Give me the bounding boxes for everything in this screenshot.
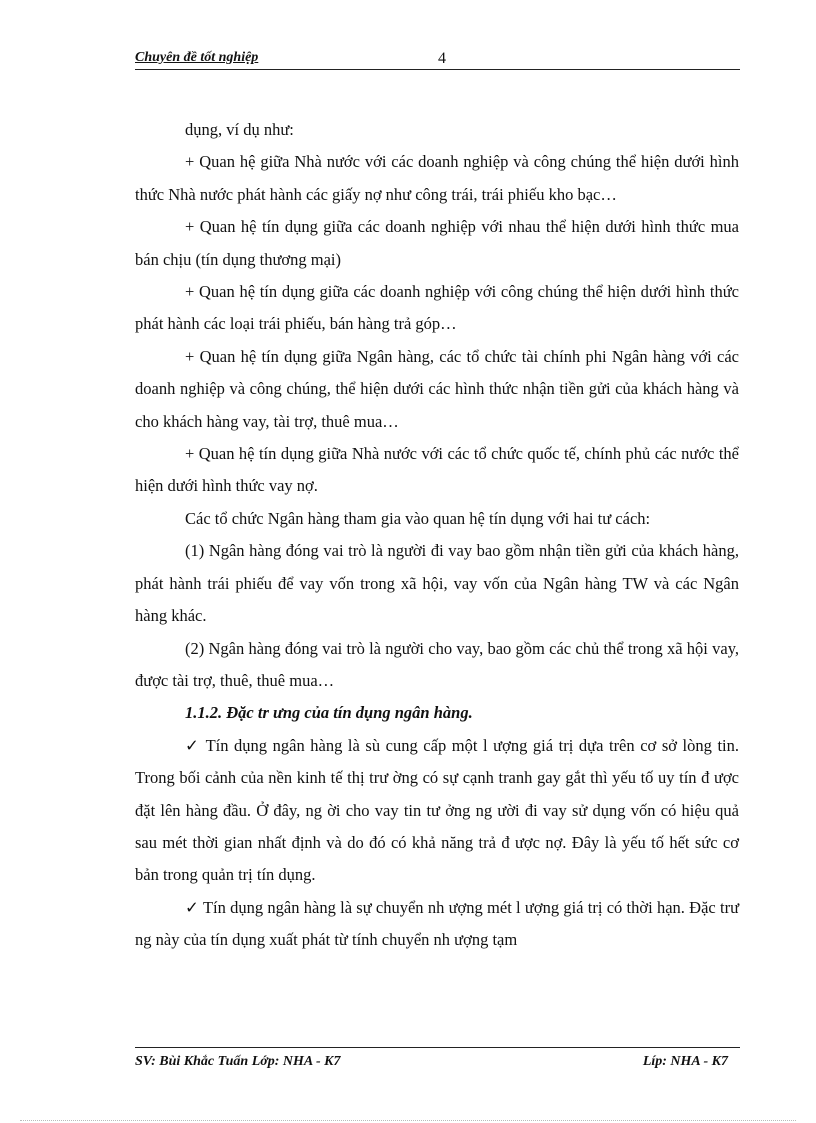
paragraph: Các tổ chức Ngân hàng tham gia vào quan hệ tín dụng với hai tư cách:: [185, 508, 651, 528]
page-edge-divider: [20, 1120, 796, 1121]
paragraph: [135, 730, 739, 892]
paragraph-text: Tín dụng ngân hàng là sù cung cấp một l ượng giá trị dựa trên cơ sở lòng tin. Trong bối cảnh của nền kinh tế thị trư ờng có sự cạnh tranh gay gắt thì yếu tố uy tín đ ược đặt lên hàng đầu. Ở đây, ng ời cho vay tin tư ởng ng ười đi vay sử dụng vốn có hiệu quả sau mét thời gian nhất định và do đó có khả năng trả đ ược nợ. Đây là yếu tố hết sức cơ bản trong quản trị tín dụng.: [135, 735, 740, 885]
paragraph: + Quan hệ giữa Nhà nước với các doanh nghiệp và công chúng thể hiện dưới hình thức Nhà nước phát hành các giấy nợ như công trái, trái phiếu kho bạc…: [135, 152, 739, 204]
checkmark-icon: ✓: [185, 897, 199, 917]
footer-class-info: Líp: NHA - K7: [642, 1054, 728, 1069]
page-number: 4: [438, 50, 446, 67]
paragraph: + Quan hệ tín dụng giữa các doanh nghiệp với công chúng thể hiện dưới hình thức phát hành các loại trái phiếu, bán hàng trả góp…: [135, 282, 739, 334]
paragraph: dụng, ví dụ như:: [185, 120, 294, 139]
paragraph: + Quan hệ tín dụng giữa các doanh nghiệp với nhau thể hiện dưới hình thức mua bán chịu (tín dụng thương mại): [135, 217, 739, 269]
page-header: [135, 50, 740, 70]
header-title: Chuyên đề tốt nghiệp: [135, 50, 259, 65]
section-heading: 1.1.2. Đặc tr ưng của tín dụng ngân hàng.: [185, 703, 473, 723]
paragraph-text: Tín dụng ngân hàng là sự chuyển nh ượng mét l ượng giá trị có thời hạn. Đặc trư ng này của tín dụng xuất phát từ tính chuyển nh ượng tạm: [135, 897, 740, 950]
paragraph: (1) Ngân hàng đóng vai trò là người đi vay bao gồm nhận tiền gửi của khách hàng, phát hành trái phiếu để vay vốn trong xã hội, vay vốn của Ngân hàng TW và các Ngân hàng khác.: [135, 541, 739, 626]
checkmark-icon: ✓: [185, 735, 201, 755]
document-body: [135, 114, 739, 957]
page-footer: [135, 1047, 740, 1072]
paragraph: + Quan hệ tín dụng giữa Nhà nước với các tổ chức quốc tế, chính phủ các nước thể hiện dưới hình thức vay nợ.: [135, 444, 739, 496]
paragraph: (2) Ngân hàng đóng vai trò là người cho vay, bao gồm các chủ thể trong xã hội vay, được tài trợ, thuê, thuê mua…: [135, 638, 739, 690]
paragraph: [135, 892, 739, 957]
paragraph: + Quan hệ tín dụng giữa Ngân hàng, các tổ chức tài chính phi Ngân hàng với các doanh nghiệp và công chúng, thể hiện dưới các hình thức nhận tiền gửi của khách hàng và cho khách hàng vay, tài trợ, thuê mua…: [135, 346, 739, 431]
footer-student-info: SV: Bùi Khắc Tuấn Lớp: NHA - K7: [135, 1054, 341, 1069]
